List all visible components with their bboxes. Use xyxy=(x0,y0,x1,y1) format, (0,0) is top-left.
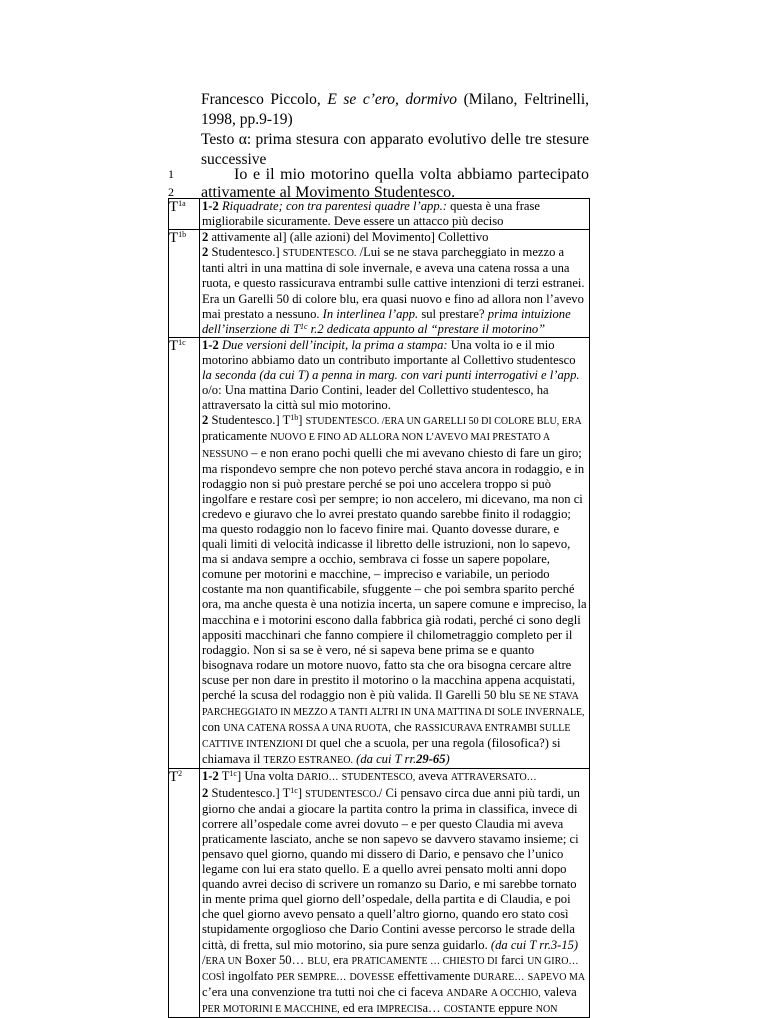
row-label: $T^{1c}$ xyxy=(169,337,200,769)
row-content xyxy=(200,769,590,1018)
citation-line: Francesco Piccolo, E se c’ero, dormivo (Milano, Feltrinelli, 1998, pp.9-19) xyxy=(201,91,589,128)
note-line: 1-2 Due versioni dell’incipit, la prima a stampa: Una volta io e il mio motorino abbiamo dato un contributo importante al Collettivo studentesco la seconda (da cui T) a penna in marg. con vari punti interrogativi e l’app. o/o: Una mattina Dario Contini, leader del Collettivo studentesco, ha attraversato la città sul mio motorino. xyxy=(202,337,580,413)
apparatus-row-t1a xyxy=(169,199,590,230)
note-line: 1-2 $T^{1c}$] Una volta DARIO… STUDENTESCO, aveva ATTRAVERSATO… xyxy=(202,769,537,784)
line-number-1: 1 xyxy=(168,167,174,181)
apparatus-row-t2 xyxy=(169,769,590,1018)
row-content xyxy=(200,230,590,338)
citation-header xyxy=(201,90,589,170)
note-line: /ERA UN Boxer 50… BLU, era PRATICAMENTE … CHIESTO DI farci UN GIRO… COSÌ ingolfato PER SEMPRE… DOVESSE effettivamente DURARE… SAPEVO MA c’era una convenzione tra tutti noi che ci faceva ANDARe A OCCHIO, valeva PER MOTORINI E MACCHINE, ed era IMPRECISa… COSTANTE eppure NON xyxy=(202,952,586,1015)
row-label: $T^{1b}$ xyxy=(169,230,200,338)
note-line: 2 attivamente al] (alle azioni) del Movimento] Collettivo xyxy=(202,230,489,245)
note-line: 2 Studentesco.] $T^{1c}$] STUDENTESCO./ Ci pensavo circa due anni più tardi, un giorno che andai a giocare la partita contro la prima in classifica, invece di correre all’ospedale come avrei dovuto – e per questo Claudia mi aveva praticamente lasciato, anche se non sapevo se davvero stavamo insieme; ci pensavo quel giorno, quando mi dissero di Dario, e pensavo che l’unico legame con lui era stato quello. E a quello avrei pensato molti anni dopo quando avrei deciso di scrivere un romanzo su Dario, e mi sarebbe tornato in mente prima quel giorno dell’ospedale, della partita e di Claudia, e poi che quel giorno avevo pensato a quell’altro giorno, quando ero stato così stupidamente orgoglioso che Dario Contini avesse percorso le strade della città, di fretta, sul mio motorino, sia pure senza guidarlo. (da cui T rr.3-15) xyxy=(202,785,580,952)
line-number-2: 2 xyxy=(168,185,174,199)
text-description: Testo α: prima stesura con apparato evolutivo delle tre stesure successive xyxy=(201,131,589,168)
apparatus-row-t1b xyxy=(169,230,590,338)
note-line: 2 Studentesco.] STUDENTESCO. /Lui se ne stava parcheggiato in mezzo a tanti altri in una mattina di sole invernale, e aveva una catena rossa a una ruota, e questo rassicurava entrambi sulle cattive intenzioni di terzi estranei. Era un Garelli 50 di colore blu, era quasi nuovo e fino ad allora non l’avevo mai prestato a nessuno. In interlinea l’app. sul prestare? prima intuizione dell’inserzione di $T^{1c}$ r.2 dedicata appunto al “prestare il motorino” xyxy=(202,245,585,336)
apparatus-table xyxy=(168,198,590,1018)
main-text: Io e il mio motorino quella volta abbiamo partecipato attivamente al Movimento Studentesco. xyxy=(201,166,589,201)
row-label: $T^2$ xyxy=(169,769,200,1018)
note-line: 2 Studentesco.] $T^{1b}$] STUDENTESCO. /ERA UN GARELLI 50 DI COLORE BLU, ERA praticamente NUOVO E FINO AD ALLORA NON L’AVEVO MAI PRESTATO A NESSUNO – e non erano pochi quelli che mi avevano chiesto di fare un giro; ma rispondevo sempre che non potevo perché stava ancora in rodaggio, e in rodaggio non si può prestare perché se poi uno accelera troppo si può ingolfare e restare così per sempre; io non accelero, mi dicevano, ma non ci credevo e giuravo che lo avrei prestato quando sarebbe finito il rodaggio; ma questo rodaggio non lo facevo finire mai. Quanto dovesse durare, e quali limiti di velocità indicasse il libretto delle istruzioni, non lo sapevo, ma si andava sempre a occhio, sembrava ci fosse un sapere popolare, comune per motorini e macchine, – impreciso e variabile, un periodo costante ma non quantificabile, sfuggente – che poi sembra sparito perché ora, ma anche questa è una notizia incerta, un sapere comune e impreciso, la macchina e i motorini escono dalla fabbrica già rodati, perché ci sono degli appositi macchinari che fanno compiere il chilometraggio completo per il rodaggio. Non si sa se è vero, né si sapeva bene prima se e quanto bisognava rodare un motore nuovo, fatto sta che ora bisogna cercare altre scuse per non dare in prestito il motorino o la macchina appena acquistati, perché la scusa del rodaggio non è più valida. Il Garelli 50 blu SE NE STAVA PARCHEGGIATO IN MEZZO A TANTI ALTRI IN UNA MATTINA DI SOLE INVERNALE, con UNA CATENA ROSSA A UNA RUOTA, che RASSICURAVA ENTRAMBI SULLE CATTIVE INTENZIONI DI quel che a scuola, per una regola (filosofica?) si chiamava il TERZO ESTRANEO. (da cui T rr.29-65) xyxy=(202,413,587,767)
row-label: $T^{1a}$ xyxy=(169,199,200,230)
row-content xyxy=(200,199,590,230)
apparatus-row-t1c xyxy=(169,337,590,769)
note-line: 1-2 Riquadrate; con tra parentesi quadre l’app.: questa è una frase migliorabile sicuramente. Deve essere un attacco più deciso xyxy=(202,199,540,229)
book-title: E se c’ero, dormivo xyxy=(327,91,458,108)
row-content xyxy=(200,337,590,769)
